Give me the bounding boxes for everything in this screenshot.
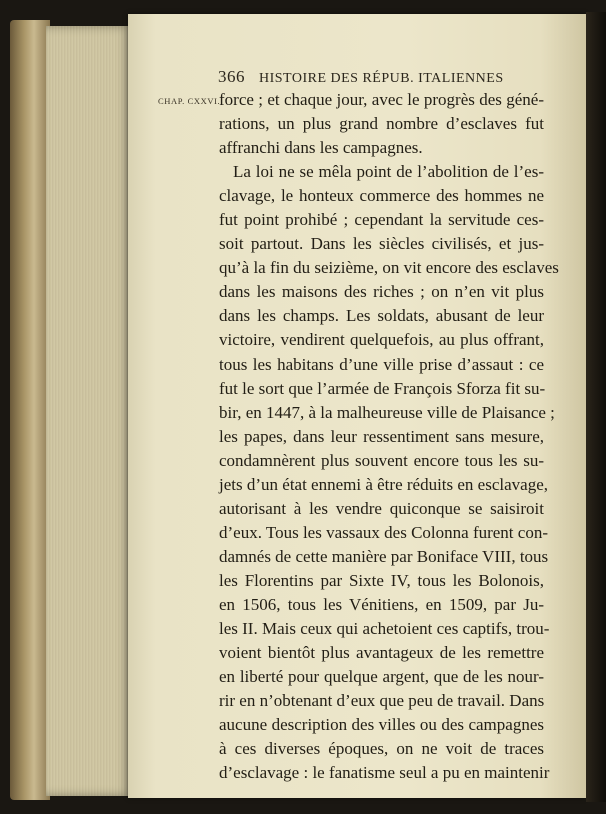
text-line: d’eux. Tous les vassaux des Colonna furent con- (219, 522, 548, 542)
book-cover-edge (10, 20, 50, 800)
text-line: victoire, vendirent quelquefois, au plus offrant, (219, 330, 544, 350)
text-line: damnés de cette manière par Boniface VIII, tous (219, 546, 549, 566)
page-number: 366 (218, 67, 245, 86)
text-line: fut point prohibé ; cependant la servitude ces- (219, 210, 544, 230)
text-line: voient bientôt plus avantageux de les remettre (219, 643, 544, 663)
text-line: force ; et chaque jour, avec le progrès des géné- (219, 90, 544, 109)
text-line: tous les habitans d’une ville prise d’assaut : ce (219, 354, 544, 374)
text-line: bir, en 1447, à la malheureuse ville de Plaisance ; (219, 402, 555, 422)
text-line: les Florentins par Sixte IV, tous les Bolonois, (219, 570, 544, 590)
text-line: dans les champs. Les soldats, abusant de leur (219, 306, 544, 326)
gutter-shadow (586, 12, 606, 802)
text-line: aucune description des villes ou des campagnes (219, 715, 544, 735)
text-line: en 1506, tous les Vénitiens, en 1509, par Ju- (219, 594, 544, 614)
text-line: qu’à la fin du seizième, on vit encore des esclaves (219, 258, 559, 278)
text-line: en liberté pour quelque argent, que de les nour- (219, 667, 544, 687)
body-text (219, 88, 559, 785)
text-line: fut le sort que l’armée de François Sforza fit su- (219, 378, 546, 398)
text-line: soit partout. Dans les siècles civilisés, et jus- (219, 234, 544, 254)
running-header (218, 67, 548, 87)
running-title: HISTOIRE DES RÉPUB. ITALIENNES (259, 71, 504, 86)
text-line: autorisant à les vendre quiconque se saisiroit (219, 498, 544, 518)
text-line: rir en n’obtenant d’eux que peu de travail. Dans (219, 691, 545, 711)
text-line: condamnèrent plus souvent encore tous les su- (219, 450, 544, 470)
text-line: les papes, dans leur ressentiment sans mesure, (219, 426, 544, 446)
text-line: les II. Mais ceux qui achetoient ces captifs, trou- (219, 619, 550, 639)
text-line: dans les maisons des riches ; on n’en vit plus (219, 282, 544, 302)
text-line: jets d’un état ennemi à être réduits en esclavage, (219, 474, 548, 494)
text-line: à ces diverses époques, on ne voit de traces (219, 739, 544, 759)
text-line: La loi ne se mêla point de l’abolition de l’es- (233, 162, 544, 182)
margin-note: CHAP. CXXVI. (158, 96, 221, 106)
text-line: d’esclavage : le fanatisme seul a pu en maintenir (219, 763, 550, 783)
text-line: clavage, le honteux commerce des hommes ne (219, 186, 544, 206)
text-line: affranchi dans les campagnes. (219, 138, 423, 158)
page-edges (46, 26, 132, 796)
text-line: rations, un plus grand nombre d’esclaves fut (219, 114, 544, 134)
